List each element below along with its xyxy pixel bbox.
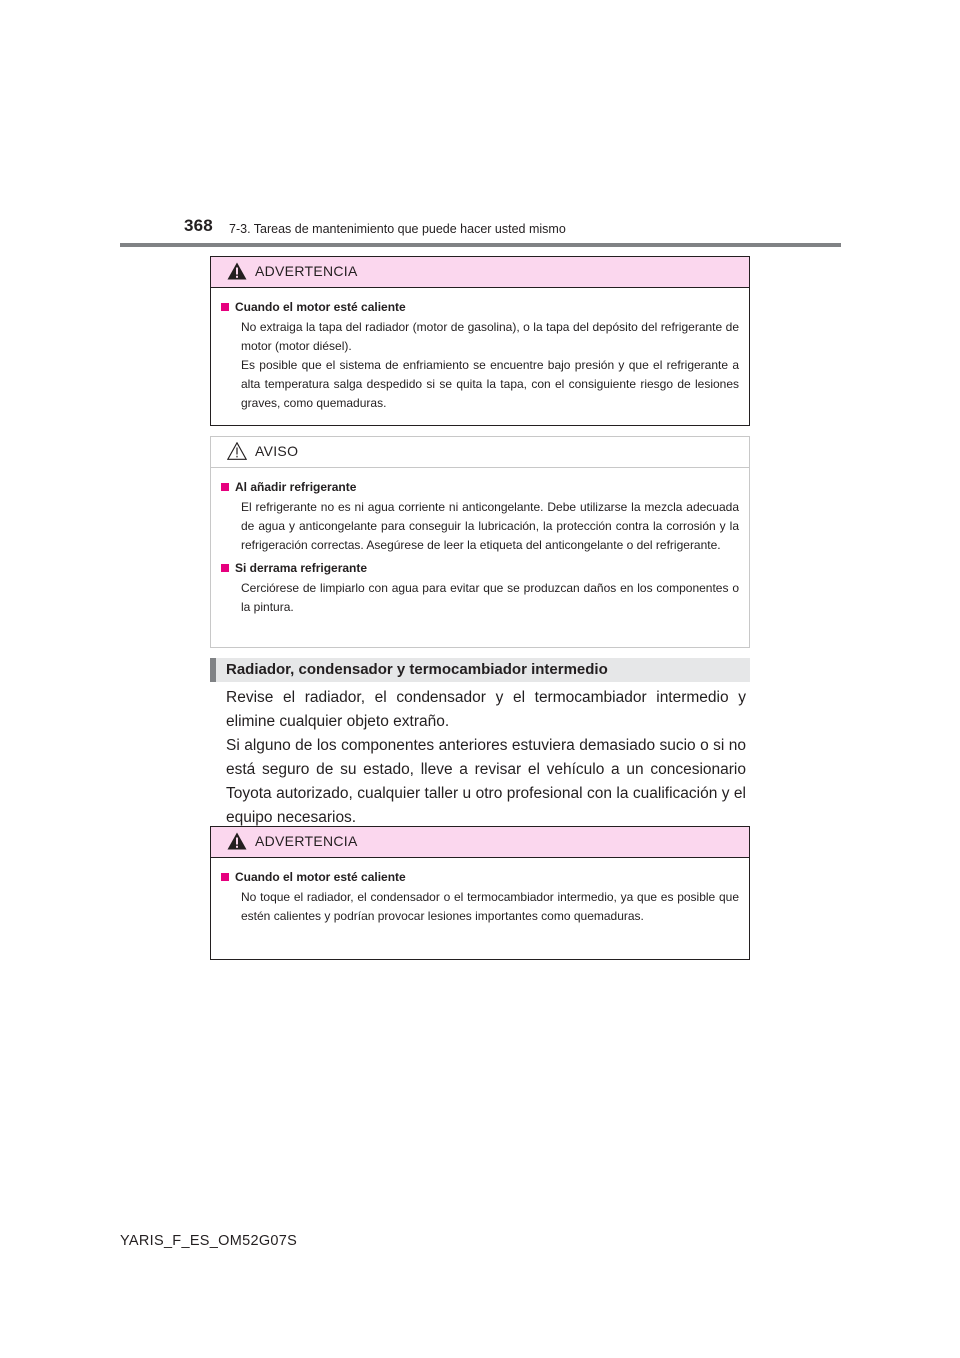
bullet-square-icon — [221, 303, 229, 311]
warning-box-2 — [210, 826, 750, 960]
warning-item-title: Cuando el motor esté caliente — [235, 870, 406, 884]
warning-paragraph: No extraiga la tapa del radiador (motor de gasolina), o la tapa del depósito del refrigerante de motor (motor diésel). — [241, 320, 739, 353]
warning-item-text — [221, 318, 739, 413]
notice-box-header — [211, 437, 749, 468]
warning-item-title: Cuando el motor esté caliente — [235, 300, 406, 314]
bullet-square-icon — [221, 873, 229, 881]
bullet-square-icon — [221, 564, 229, 572]
warning-box-body — [211, 858, 749, 942]
notice-label: AVISO — [255, 443, 299, 459]
warning-label: ADVERTENCIA — [255, 833, 358, 849]
header-rule — [120, 243, 841, 247]
document-code: YARIS_F_ES_OM52G07S — [120, 1233, 298, 1249]
page-number: 368 — [184, 216, 213, 235]
section-title: 7-3. Tareas de mantenimiento que puede hacer usted mismo — [229, 222, 566, 236]
notice-box-body — [211, 468, 749, 633]
warning-box-header — [211, 257, 749, 288]
section-heading: Radiador, condensador y termocambiador intermedio — [210, 658, 750, 682]
warning-item-text: No toque el radiador, el condensador o el termocambiador intermedio, ya que es posible que estén calientes y podrían provocar lesiones importantes como quemaduras. — [241, 890, 739, 923]
notice-item-text: El refrigerante no es ni agua corriente ni anticongelante. Debe utilizarse la mezcla adecuada de agua y anticongelante para conseguir la lubricación, la protección contra la corrosión y la refrigeración correctas. Asegúrese de leer la etiqueta del anticongelante o del refrigerante. — [241, 500, 739, 552]
notice-item-text: Cerciórese de limpiarlo con agua para evitar que se produzcan daños en los componentes o la pintura. — [241, 581, 739, 614]
warning-box-1 — [210, 256, 750, 426]
warning-item-heading — [221, 870, 739, 884]
notice-item-title: Al añadir refrigerante — [235, 480, 357, 494]
body-text — [226, 686, 746, 830]
notice-item-heading — [221, 480, 739, 494]
notice-item-title: Si derrama refrigerante — [235, 561, 368, 575]
bullet-square-icon — [221, 483, 229, 491]
notice-box — [210, 436, 750, 648]
body-paragraph: Si alguno de los componentes anteriores estuviera demasiado sucio o si no está seguro de su estado, lleve a revisar el vehículo a un concesionario Toyota autorizado, cualquier taller u otro profesional con la cualificación y el equipo necesarios. — [226, 737, 746, 826]
warning-box-body — [211, 288, 749, 429]
warning-triangle-icon — [227, 832, 247, 850]
caution-triangle-icon — [227, 442, 247, 460]
warning-box-header — [211, 827, 749, 858]
notice-item-heading — [221, 561, 739, 575]
warning-paragraph: Es posible que el sistema de enfriamiento se encuentre bajo presión y que el refrigerante a alta temperatura salga despedido si se quita la tapa, con el consiguiente riesgo de lesiones graves, como quemaduras. — [241, 358, 739, 410]
warning-triangle-icon — [227, 262, 247, 280]
warning-label: ADVERTENCIA — [255, 263, 358, 279]
body-paragraph: Revise el radiador, el condensador y el termocambiador intermedio y elimine cualquier objeto extraño. — [226, 689, 746, 730]
warning-item-heading — [221, 300, 739, 314]
